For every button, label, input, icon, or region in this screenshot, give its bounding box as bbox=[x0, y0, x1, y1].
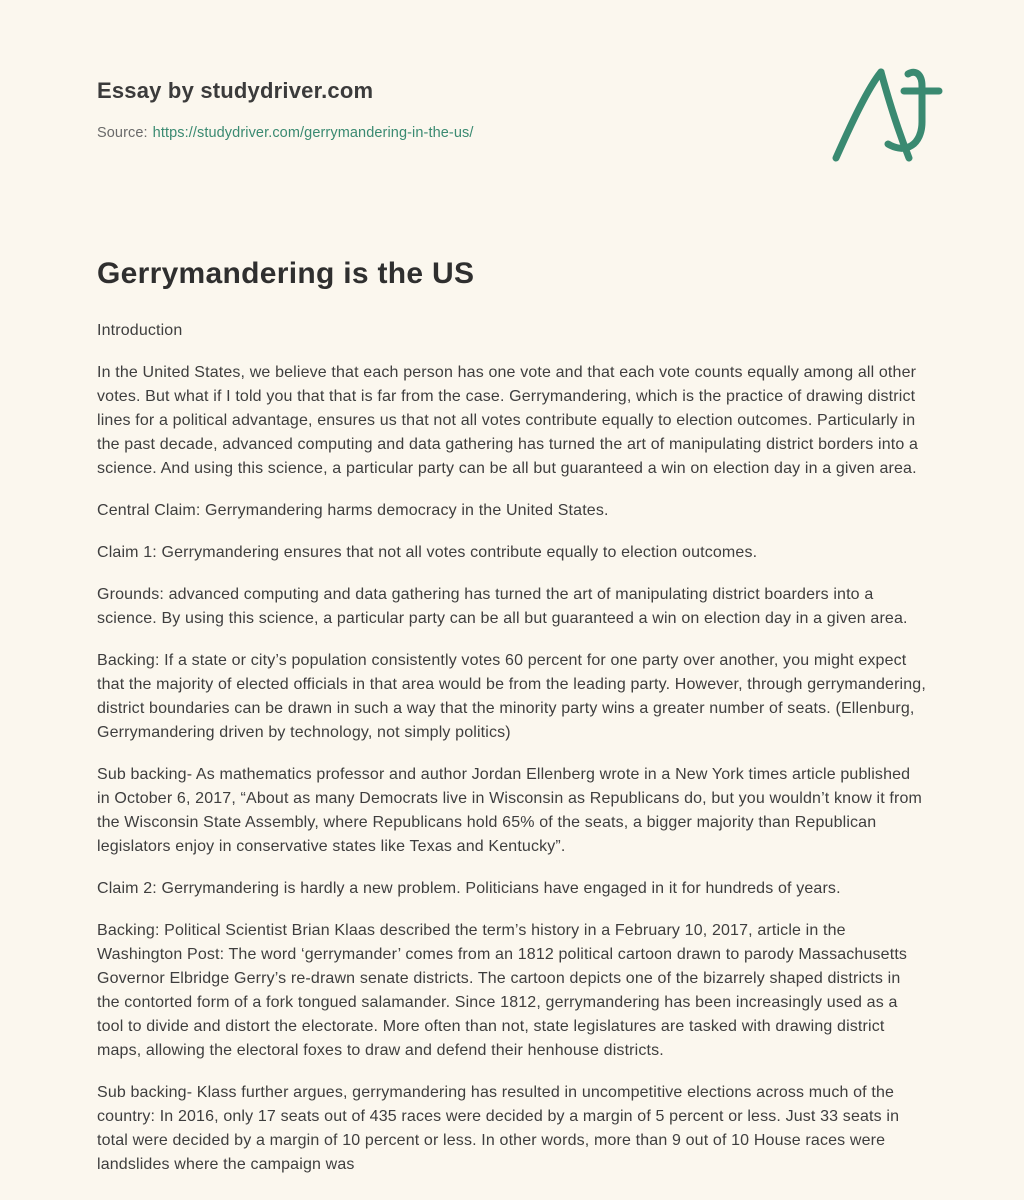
paragraph-backing-1: Backing: If a state or city’s population consistently votes 60 percent for one party over another, you might expect that the majority of elected officials in that area would be from the leading party. However, through gerrymandering, district boundaries can be drawn in such a way that the minority party wins a greater number of seats. (Ellenburg, Gerrymandering driven by technology, not simply politics) bbox=[97, 652, 926, 741]
paragraph-central-claim: Central Claim: Gerrymandering harms democracy in the United States. bbox=[97, 502, 609, 519]
essay-body bbox=[97, 319, 927, 1177]
paragraph-introduction: In the United States, we believe that each person has one vote and that each vote counts equally among all other votes. But what if I told you that that is far from the case. Gerrymandering, which is the practice of drawing district lines for a political advantage, ensures us that not all votes contribute equally to election outcomes. Particularly in the past decade, advanced computing and data gathering has turned the art of manipulating district borders into a science. And using this science, a particular party can be all but guaranteed a win on election day in a given area. bbox=[97, 364, 919, 477]
paragraph-grounds: Grounds: advanced computing and data gathering has turned the art of manipulating district boarders into a science. By using this science, a particular party can be all but guaranteed a win on election day in a given area. bbox=[97, 586, 908, 627]
studydriver-logo-icon bbox=[824, 64, 944, 164]
essay-content bbox=[97, 257, 927, 1177]
source-line bbox=[97, 125, 927, 141]
paragraph-backing-2: Backing: Political Scientist Brian Klaas described the term’s history in a February 10, 2017, article in the Washington Post: The word ‘gerrymander’ comes from an 1812 political cartoon drawn to parody Massachusetts Governor Elbridge Gerry’s re-drawn senate districts. The cartoon depicts one of the bizarrely shaped districts in the contorted form of a fork tongued salamander. Since 1812, gerrymandering has been increasingly used as a tool to divide and distort the electorate. More often than not, state legislatures are tasked with drawing district maps, allowing the electoral foxes to draw and defend their henhouse districts. bbox=[97, 922, 908, 1059]
paragraph-intro-heading: Introduction bbox=[97, 322, 183, 339]
header-title: Essay by studydriver.com bbox=[97, 78, 374, 103]
paragraph-claim-2: Claim 2: Gerrymandering is hardly a new problem. Politicians have engaged in it for hundreds of years. bbox=[97, 880, 841, 897]
document-header bbox=[97, 78, 927, 141]
paragraph-claim-1: Claim 1: Gerrymandering ensures that not all votes contribute equally to election outcomes. bbox=[97, 544, 758, 561]
essay-title: Gerrymandering is the US bbox=[97, 257, 475, 290]
source-link[interactable]: https://studydriver.com/gerrymandering-in-the-us/ bbox=[152, 125, 474, 141]
source-label: Source: bbox=[97, 125, 148, 141]
paragraph-sub-backing-1: Sub backing- As mathematics professor and author Jordan Ellenberg wrote in a New York times article published in October 6, 2017, “About as many Democrats live in Wisconsin as Republicans do, but you wouldn’t know it from the Wisconsin State Assembly, where Republicans hold 65% of the seats, a bigger majority than Republican legislators enjoy in conservative states like Texas and Kentucky”. bbox=[97, 766, 923, 855]
paragraph-sub-backing-2: Sub backing- Klass further argues, gerrymandering has resulted in uncompetitive elections across much of the country: In 2016, only 17 seats out of 435 races were decided by a margin of 5 percent or less. Just 33 seats in total were decided by a margin of 10 percent or less. In other words, more than 9 out of 10 House races were landslides where the campaign was bbox=[97, 1084, 900, 1173]
